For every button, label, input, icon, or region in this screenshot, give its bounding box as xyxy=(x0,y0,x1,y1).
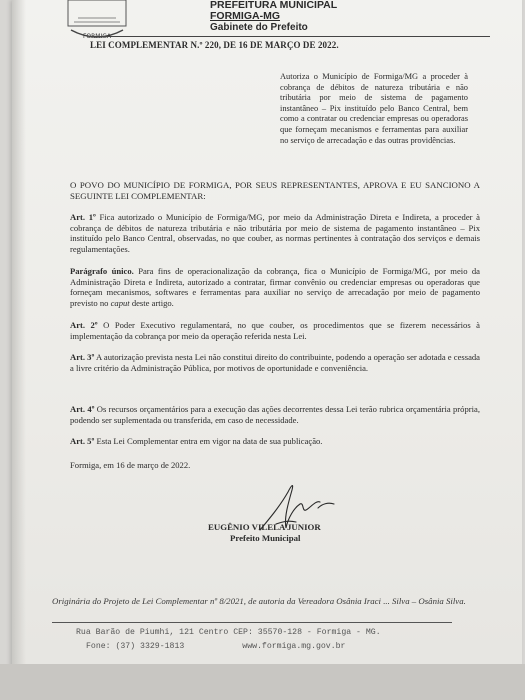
prefeitura-title: PREFEITURA MUNICIPAL xyxy=(210,0,338,11)
svg-text:FORMIGA: FORMIGA xyxy=(82,33,112,40)
sole-paragraph-end: deste artigo. xyxy=(129,298,174,309)
footer-website: www.formiga.mg.gov.br xyxy=(242,642,346,651)
article-1 xyxy=(70,212,480,255)
article-5-label: Art. 5º xyxy=(70,436,95,446)
sole-paragraph xyxy=(70,266,480,309)
article-2-label: Art. 2º xyxy=(70,320,98,330)
city-name: FORMIGA-MG xyxy=(210,10,280,22)
article-4-label: Art. 4º xyxy=(70,404,95,414)
article-3-text: A autorização prevista nesta Lei não constitui direito do contribuinte, podendo a operação ser adotada e cessada a livre critério da Administração Pública, por motivos de oportunidade e conveniência. xyxy=(70,352,480,373)
sole-paragraph-text: Para fins de operacionalização da cobrança, fica o Município de Formiga/MG, por meio da Administração Direta e Indireta, autorizado a contratar, firmar convênio ou credenciar empresas ou operadoras que forneçam mecanismos, softwares e ferramentas para auxiliar no serviço de arrecadação por meio de pagamento previsto no xyxy=(70,266,480,309)
background-surface xyxy=(0,664,525,700)
date-line: Formiga, em 16 de março de 2022. xyxy=(70,460,191,470)
page-edge-shadow xyxy=(12,0,26,700)
article-1-text: Fica autorizado o Município de Formiga/MG, por meio da Administração Direta e Indireta, a proceder à cobrança de débitos de natureza tributária e não tributária por meio de sistema de pagamento instantâneo – Pix instituído pelo Banco Central, observadas, no que couber, as normas pertinentes à contratação dos serviços e demais regulamentações. xyxy=(70,212,480,255)
footer-address: Rua Barão de Piumhi, 121 Centro CEP: 35570-128 - Formiga - MG. xyxy=(76,628,381,637)
article-2-text: O Poder Executivo regulamentará, no que couber, os procedimentos que se fizerem necessários à implementação da cobrança por meio da operação referida nesta Lei. xyxy=(70,320,480,341)
article-1-label: Art. 1º xyxy=(70,212,96,222)
article-5-text: Esta Lei Complementar entra em vigor na data de sua publicação. xyxy=(94,436,323,446)
article-3 xyxy=(70,352,480,373)
law-title: LEI COMPLEMENTAR N.º 220, DE 16 DE MARÇO DE 2022. xyxy=(90,36,490,50)
signatory-name: EUGÊNIO VILELA JUNIOR xyxy=(208,522,321,532)
article-5 xyxy=(70,436,480,447)
signatory-role: Prefeito Municipal xyxy=(230,533,301,543)
origin-note: Originária do Projeto de Lei Complementar nº 8/2021, de autoria da Vereadora Osânia Iraci ... Silva – Osânia Silva. xyxy=(52,596,466,606)
article-4-text: Os recursos orçamentários para a execução das ações decorrentes dessa Lei terão rubrica orçamentária própria, podendo ser suplementada ou transferida, em caso de necessidade. xyxy=(70,404,480,425)
office-name: Gabinete do Prefeito xyxy=(210,22,308,33)
article-2 xyxy=(70,320,480,341)
caput-term: caput xyxy=(110,298,130,309)
article-4 xyxy=(70,404,480,425)
law-summary: Autoriza o Município de Formiga/MG a proceder à cobrança de débitos de natureza tributária e não tributária por meio de sistema de pagamento instantâneo – Pix instituído pelo Banco Central, bem como a contratar ou credenciar empresas ou operadoras que forneçam mecanismos e ferramentas para auxiliar no serviço de arrecadação e das outras providências. xyxy=(280,72,468,145)
signature-block xyxy=(208,522,321,544)
document-page xyxy=(12,0,522,700)
sole-paragraph-label: Parágrafo único. xyxy=(70,266,134,276)
article-3-label: Art. 3º xyxy=(70,352,95,362)
letterhead xyxy=(210,0,337,33)
footer-phone: Fone: (37) 3329-1813 xyxy=(86,642,185,651)
enactment-clause: O POVO DO MUNICÍPIO DE FORMIGA, POR SEUS REPRESENTANTES, APROVA E EU SANCIONO A SEGUINTE LEI COMPLEMENTAR: xyxy=(70,180,480,201)
footer-divider xyxy=(52,622,452,623)
footer xyxy=(76,626,476,654)
